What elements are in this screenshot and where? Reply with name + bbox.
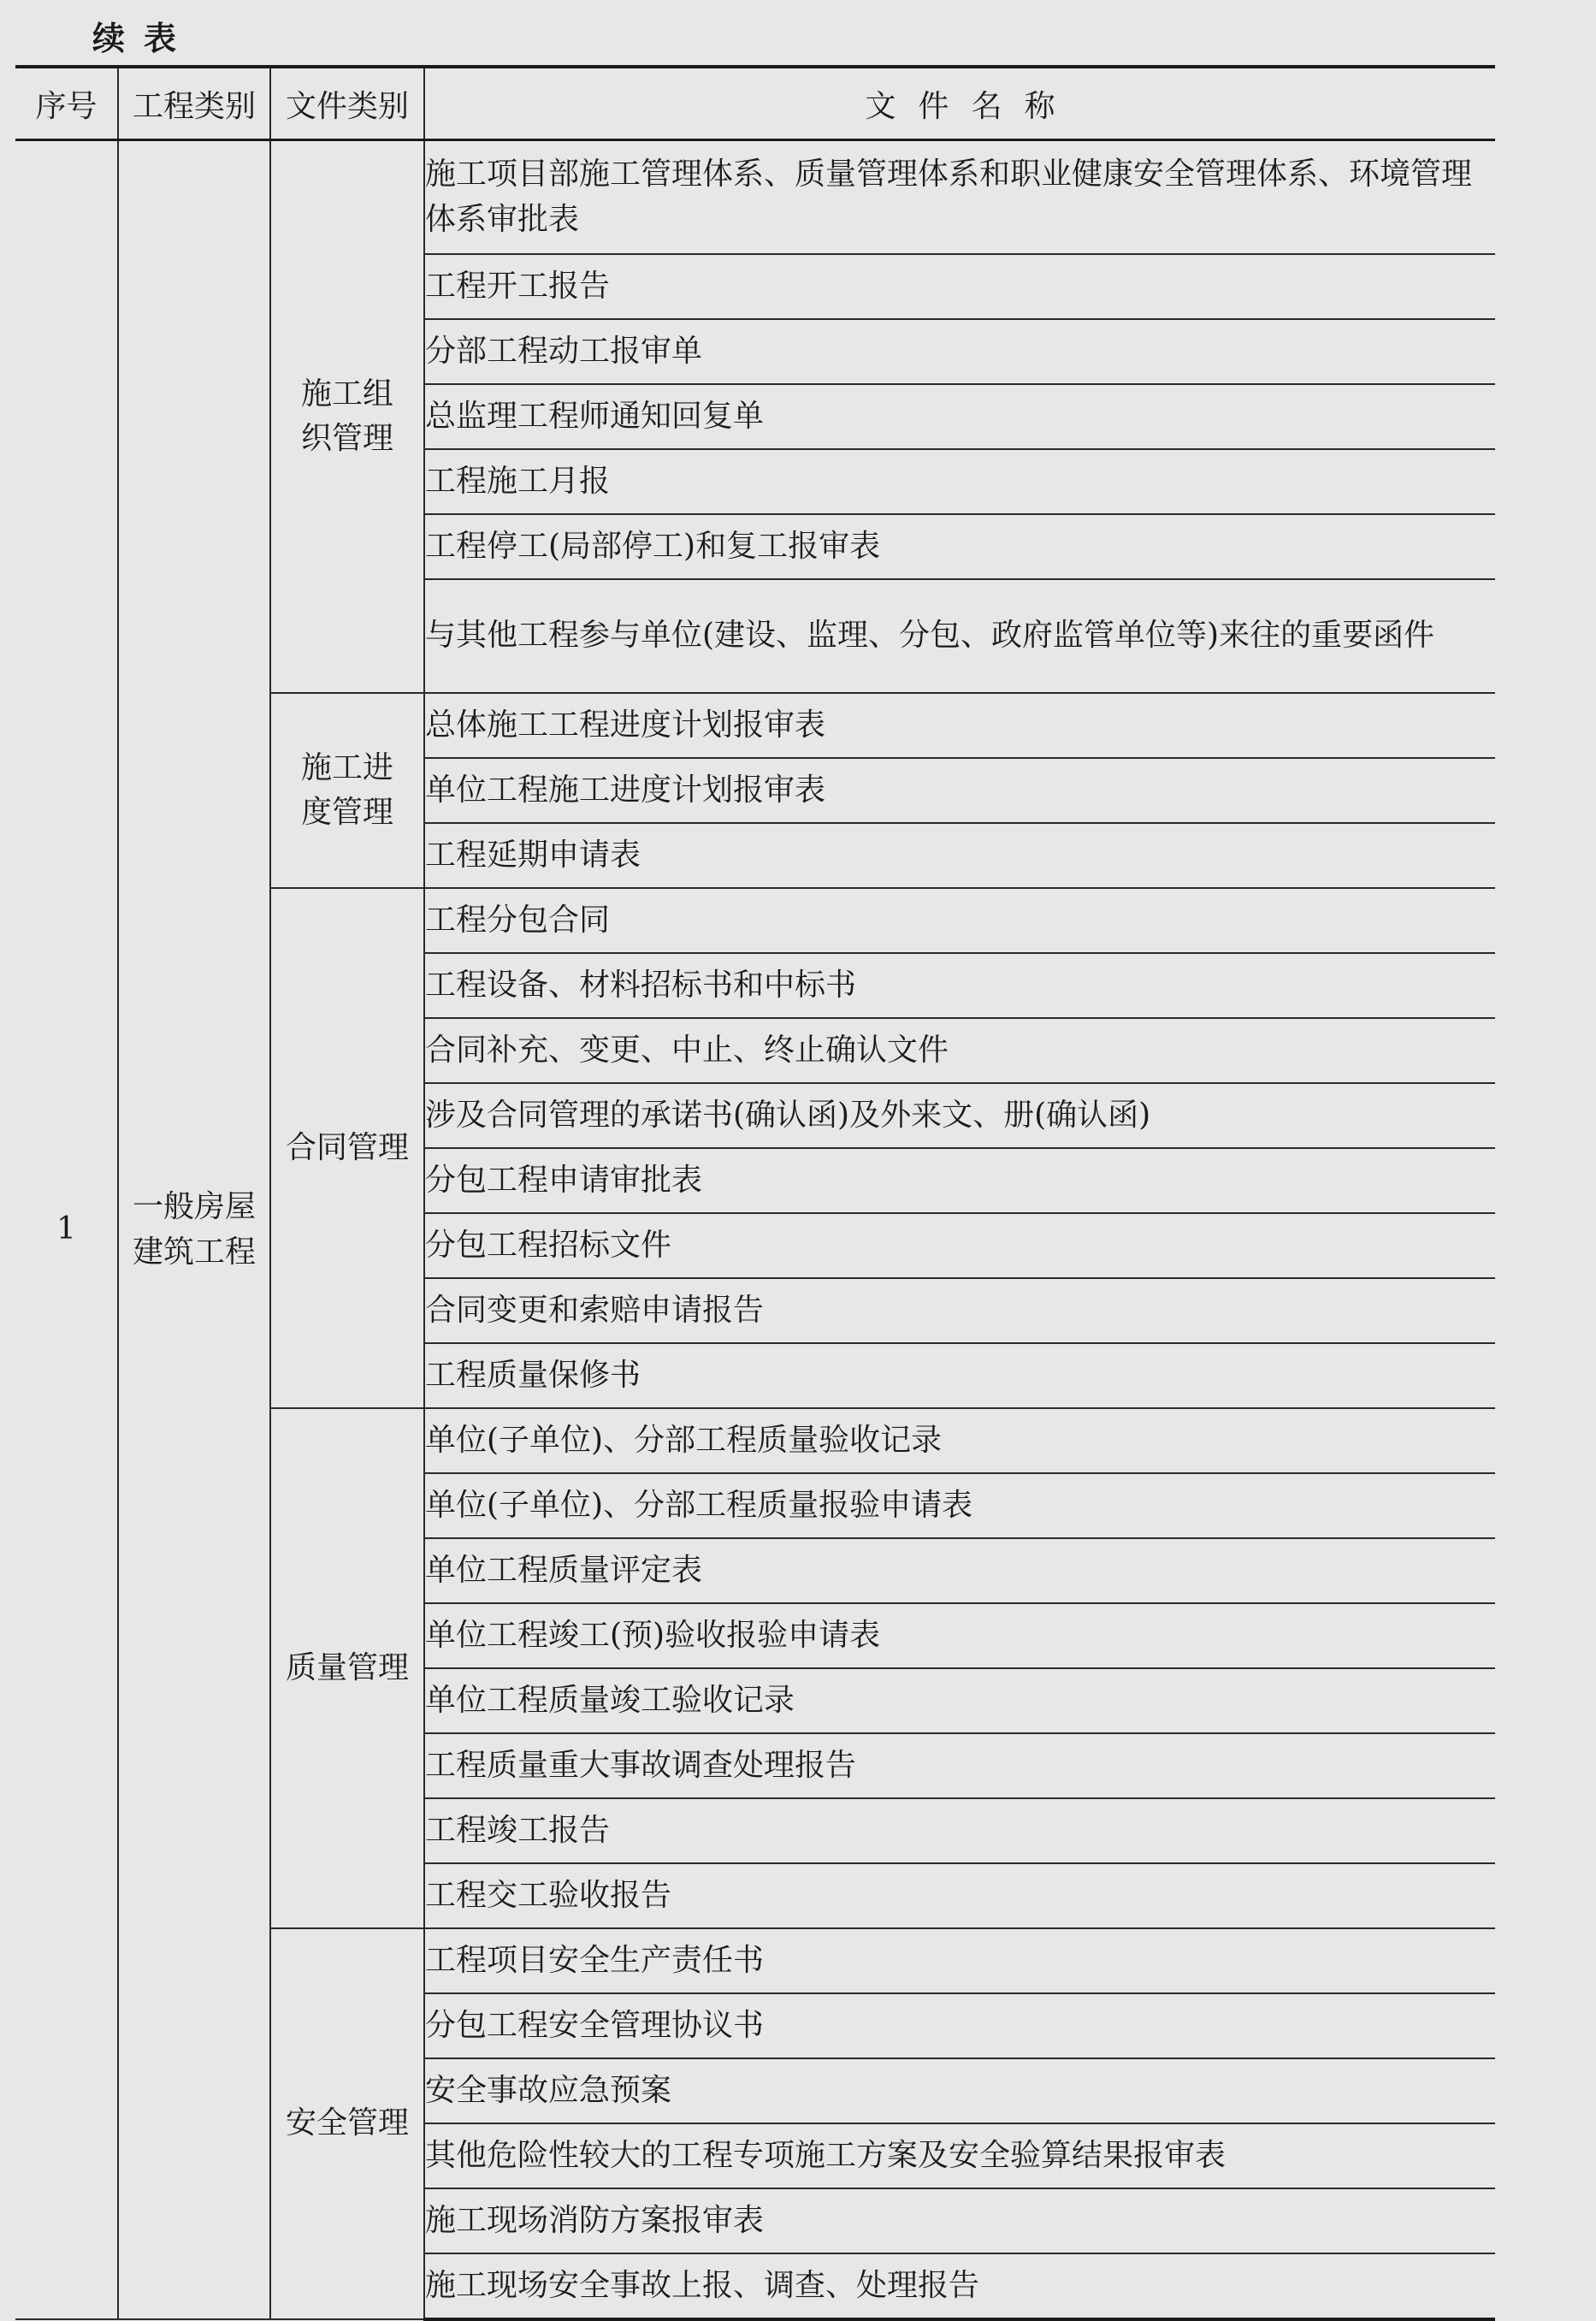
file-name-cell: 工程分包合同 [424, 888, 1495, 953]
file-name-cell: 工程延期申请表 [424, 823, 1495, 888]
file-name-cell: 工程竣工报告 [424, 1798, 1495, 1863]
file-name-cell: 分包工程招标文件 [424, 1213, 1495, 1278]
file-name-cell: 分包工程安全管理协议书 [424, 1993, 1495, 2058]
file-name-cell: 施工现场消防方案报审表 [424, 2188, 1495, 2253]
header-file-type: 文件类别 [270, 67, 424, 140]
file-type-cell [270, 888, 424, 1408]
header-file-name: 文件名称 [424, 67, 1495, 140]
file-type-text: 施工组织管理 [300, 376, 393, 456]
file-name-cell: 与其他工程参与单位(建设、监理、分包、政府监管单位等)来往的重要函件 [424, 579, 1495, 693]
file-name-cell: 安全事故应急预案 [424, 2058, 1495, 2123]
file-type-text: 安全管理 [285, 2105, 409, 2141]
file-name-cell: 涉及合同管理的承诺书(确认函)及外来文、册(确认函) [424, 1083, 1495, 1148]
file-type-cell [270, 1408, 424, 1928]
file-name-cell: 单位工程质量竣工验收记录 [424, 1668, 1495, 1733]
file-name-cell: 单位工程质量评定表 [424, 1538, 1495, 1603]
file-type-cell [270, 140, 424, 694]
file-name-cell: 合同变更和索赔申请报告 [424, 1278, 1495, 1343]
file-name-cell: 单位工程施工进度计划报审表 [424, 758, 1495, 823]
file-name-cell: 合同补充、变更、中止、终止确认文件 [424, 1018, 1495, 1083]
file-name-cell: 工程设备、材料招标书和中标书 [424, 953, 1495, 1018]
file-name-cell: 总体施工工程进度计划报审表 [424, 693, 1495, 758]
file-name-cell: 工程停工(局部停工)和复工报审表 [424, 514, 1495, 579]
table-row [15, 140, 1495, 255]
file-name-cell: 工程项目安全生产责任书 [424, 1928, 1495, 1993]
continued-table-title: 续表 [92, 19, 196, 57]
project-type-text: 一般房屋建筑工程 [132, 1189, 256, 1270]
file-name-cell: 施工项目部施工管理体系、质量管理体系和职业健康安全管理体系、环境管理体系审批表 [424, 140, 1495, 255]
header-project-type: 工程类别 [118, 67, 270, 140]
table-body [15, 140, 1495, 2320]
file-name-cell: 单位(子单位)、分部工程质量验收记录 [424, 1408, 1495, 1473]
document-table [15, 65, 1495, 2321]
file-type-text: 质量管理 [285, 1649, 409, 1685]
file-name-cell: 其他危险性较大的工程专项施工方案及安全验算结果报审表 [424, 2123, 1495, 2188]
file-name-cell: 工程质量保修书 [424, 1343, 1495, 1408]
file-type-text: 施工进度管理 [300, 749, 393, 830]
file-name-cell: 单位工程竣工(预)验收报验申请表 [424, 1603, 1495, 1668]
file-name-cell: 施工现场安全事故上报、调查、处理报告 [424, 2253, 1495, 2319]
file-type-cell [270, 693, 424, 888]
file-type-cell [270, 1928, 424, 2319]
file-name-cell: 工程质量重大事故调查处理报告 [424, 1733, 1495, 1798]
file-name-cell: 工程施工月报 [424, 449, 1495, 514]
row-number-cell: 1 [15, 140, 118, 2320]
table-header-row [15, 67, 1495, 140]
project-type-cell [118, 140, 270, 2320]
file-name-cell: 单位(子单位)、分部工程质量报验申请表 [424, 1473, 1495, 1538]
file-name-cell: 工程开工报告 [424, 254, 1495, 319]
file-name-cell: 分包工程申请审批表 [424, 1148, 1495, 1213]
header-no: 序号 [15, 67, 118, 140]
file-name-cell: 总监理工程师通知回复单 [424, 384, 1495, 449]
file-name-cell: 分部工程动工报审单 [424, 319, 1495, 384]
file-name-cell: 工程交工验收报告 [424, 1863, 1495, 1928]
file-type-text: 合同管理 [285, 1129, 409, 1165]
